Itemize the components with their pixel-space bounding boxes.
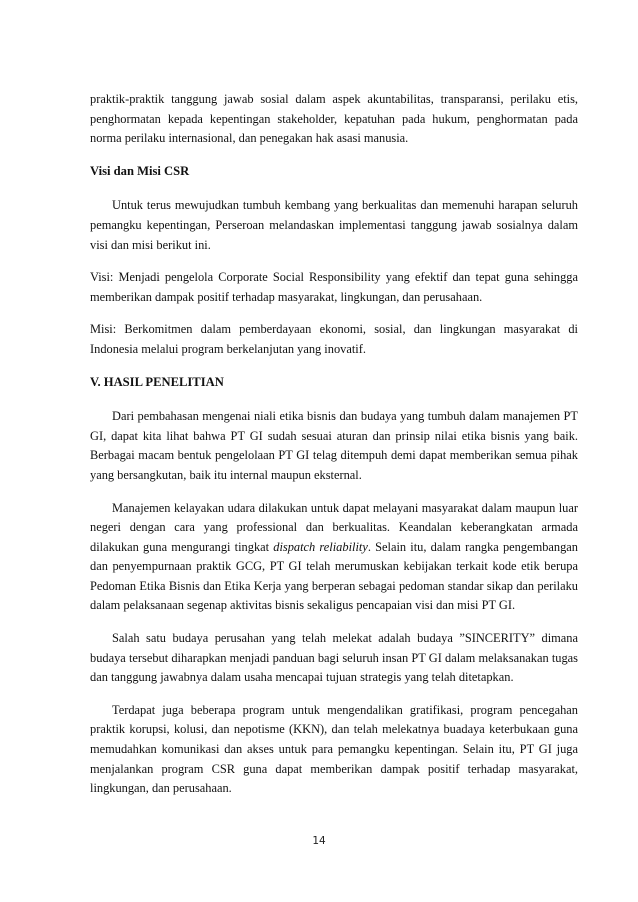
paragraph-airworthiness — [90, 499, 578, 617]
page-body — [90, 90, 578, 812]
paragraph-programs: Terdapat juga beberapa program untuk mengendalikan gratifikasi, program pencegahan praktik korupsi, kolusi, dan nepotisme (KKN), dan telah melekatnya buadaya keterbukaan guna memudahkan komunikasi dan akses untuk para pemangku kepentingan. Selain itu, PT GI juga menjalankan program CSR guna dapat memberikan dampak positif terhadap masyarakat, lingkungan, dan perusahaan. — [90, 702, 578, 796]
paragraph-airworthiness-part-2: . Selain itu, dalam rangka pengembangan dan penyempurnaan praktik GCG, PT GI telah merumuskan kebijakan terkait kode etik berupa Pedoman Etika Bisnis dan Etika Kerja yang berperan sebagai pedoman standar sikap dan perilaku dalam pelaksanaan segenap aktivitas bisnis sekaligus pencapaian visi dan misi PT GI. — [90, 539, 578, 613]
heading-visi-misi-csr: Visi dan Misi CSR — [90, 163, 190, 178]
dispatch-reliability-term: dispatch reliability — [273, 539, 368, 554]
paragraph-airworthiness-part-1: Manajemen kelayakan udara dilakukan untuk dapat melayani masyarakat dalam maupun luar negeri dengan cara yang professional dan berkualitas. Keandalan keberangkatan armada dilakukan guna mengurangi tingkat — [90, 500, 578, 554]
paragraph-csr-intro: Untuk terus mewujudkan tumbuh kembang yang berkualitas dan memenuhi harapan seluruh pemangku kepentingan, Perseroan melandaskan implementasi tanggung jawab sosialnya dalam visi dan misi berikut ini. — [90, 198, 578, 252]
paragraph-csr-practices: praktik-praktik tanggung jawab sosial dalam aspek akuntabilitas, transparansi, perilaku etis, penghormatan kepada kepentingan stakeholder, kepatuhan pada hukum, penghormatan pada norma perilaku internasional, dan penegakan hak asasi manusia. — [90, 92, 578, 146]
paragraph-sincerity-culture: Salah satu budaya perusahan yang telah melekat adalah budaya ”SINCERITY” dimana budaya tersebut diharapkan menjadi panduan bagi seluruh insan PT GI dalam melaksanakan tugas dan tanggung jawabnya dalam usaha mencapai tujuan strategis yang telah ditetapkan. — [90, 631, 578, 685]
page-number: 14 — [312, 835, 326, 847]
paragraph-visi: Visi: Menjadi pengelola Corporate Social Responsibility yang efektif dan tepat guna sehingga memberikan dampak positif terhadap masyarakat, lingkungan, dan perusahaan. — [90, 270, 578, 304]
paragraph-misi: Misi: Berkomitmen dalam pemberdayaan ekonomi, sosial, dan lingkungan masyarakat di Indonesia melalui program berkelanjutan yang inovatif. — [90, 322, 578, 356]
heading-hasil-penelitian: V. HASIL PENELITIAN — [90, 374, 224, 389]
paragraph-business-ethics: Dari pembahasan mengenai niali etika bisnis dan budaya yang tumbuh dalam manajemen PT GI, dapat kita lihat bahwa PT GI sudah sesuai aturan dan prinsip nilai etika bisnis yang baik. Berbagai macam bentuk pengelolaan PT GI telag ditempuh demi dapat memberikan semua pihak yang bersangkutan, baik itu internal maupun eksternal. — [90, 409, 578, 482]
